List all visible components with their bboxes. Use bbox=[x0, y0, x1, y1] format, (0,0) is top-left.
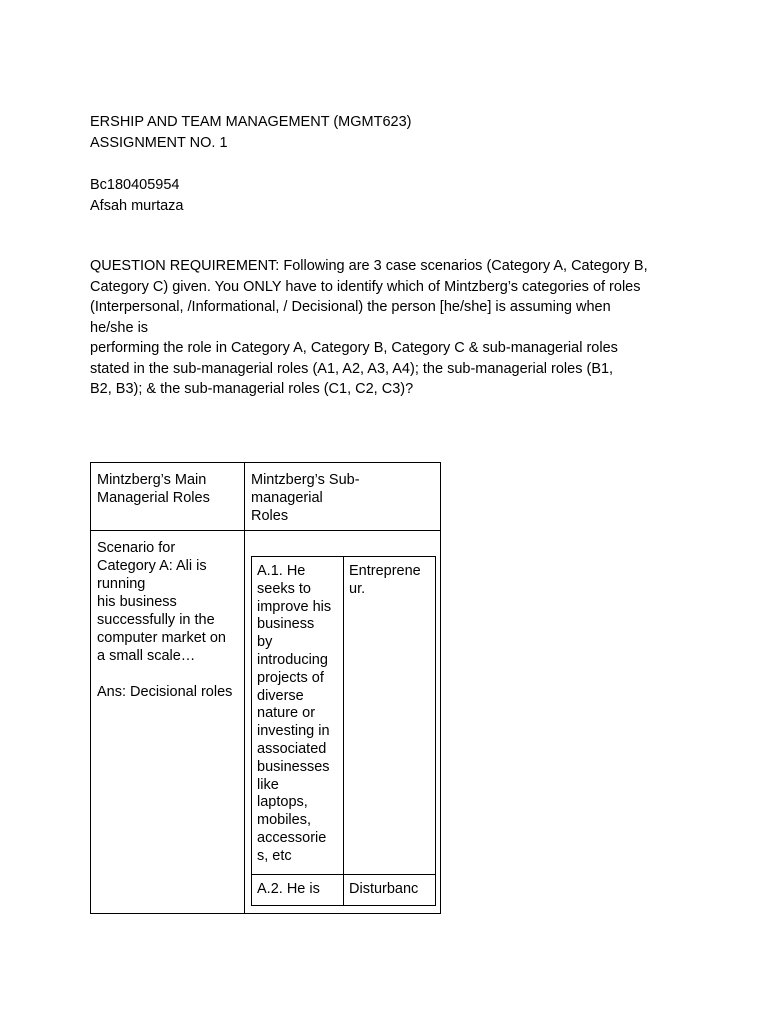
sub-role-a1-description bbox=[257, 563, 341, 866]
question-line: he/she is bbox=[90, 319, 149, 336]
question-requirement bbox=[90, 256, 690, 400]
table-divider bbox=[343, 557, 344, 905]
sub-roles-table bbox=[251, 556, 436, 906]
desc-line: A.2. He is bbox=[257, 881, 320, 897]
role-line: Entreprene bbox=[349, 563, 421, 579]
role-line: ur. bbox=[349, 580, 366, 597]
desc-line: A.1. He bbox=[257, 563, 306, 579]
header-line: Managerial Roles bbox=[97, 490, 210, 506]
desc-line: s, etc bbox=[257, 847, 292, 864]
scenario-line: successfully in the bbox=[97, 612, 215, 628]
desc-line: businesses bbox=[257, 758, 330, 775]
scenario-line: computer market on bbox=[97, 630, 226, 646]
scenario-a-cell bbox=[97, 539, 242, 701]
scenario-answer: Ans: Decisional roles bbox=[97, 684, 233, 700]
desc-line: mobiles, bbox=[257, 812, 311, 829]
desc-line: associated bbox=[257, 740, 327, 757]
scenario-line: his business bbox=[97, 594, 177, 610]
desc-line: improve his bbox=[257, 598, 332, 615]
scenario-line: a small scale… bbox=[97, 648, 196, 664]
scenario-line: Scenario for bbox=[97, 540, 176, 556]
desc-line: nature or bbox=[257, 705, 316, 722]
assignment-number: ASSIGNMENT NO. 1 bbox=[90, 135, 228, 151]
question-line: (Interpersonal, /Informational, / Decisional) the person [he/she] is assuming when bbox=[90, 299, 611, 315]
question-line: Category C) given. You ONLY have to identify which of Mintzberg’s categories of roles bbox=[90, 278, 641, 295]
question-line: B2, B3); & the sub-managerial roles (C1, C2, C3)? bbox=[90, 381, 414, 397]
sub-role-a2-description bbox=[257, 881, 341, 899]
course-title: ERSHIP AND TEAM MANAGEMENT (MGMT623) bbox=[90, 114, 412, 130]
table-divider bbox=[252, 874, 435, 875]
header-line: Mintzberg’s Sub- bbox=[251, 472, 360, 488]
scenario-line: running bbox=[97, 576, 146, 592]
student-id: Bc180405954 bbox=[90, 177, 180, 193]
header-sub-roles bbox=[251, 471, 381, 525]
roles-table bbox=[90, 462, 441, 914]
header-line: Roles bbox=[251, 508, 289, 524]
desc-line: like bbox=[257, 776, 279, 793]
desc-line: laptops, bbox=[257, 794, 308, 811]
desc-line: business bbox=[257, 616, 315, 633]
header-main-roles bbox=[97, 471, 237, 507]
question-line: stated in the sub-managerial roles (A1, A2, A3, A4); the sub-managerial roles (B1, bbox=[90, 360, 614, 377]
table-divider bbox=[91, 530, 440, 531]
desc-line: accessorie bbox=[257, 829, 327, 846]
desc-line: investing in bbox=[257, 723, 330, 740]
header-line: managerial bbox=[251, 490, 323, 506]
role-line: Disturbanc bbox=[349, 881, 419, 897]
scenario-line: Category A: Ali is bbox=[97, 558, 207, 574]
desc-line: seeks to bbox=[257, 580, 311, 597]
sub-role-a2-answer bbox=[349, 881, 433, 899]
sub-role-a1-answer bbox=[349, 563, 433, 599]
desc-line: by bbox=[257, 634, 273, 651]
question-line: performing the role in Category A, Category B, Category C & sub-managerial roles bbox=[90, 340, 618, 356]
student-name: Afsah murtaza bbox=[90, 198, 184, 214]
desc-line: introducing bbox=[257, 651, 328, 668]
desc-line: diverse bbox=[257, 687, 304, 704]
desc-line: projects of bbox=[257, 669, 324, 686]
header-line: Mintzberg’s Main bbox=[97, 472, 207, 488]
question-line: QUESTION REQUIREMENT: Following are 3 case scenarios (Category A, Category B, bbox=[90, 258, 648, 274]
